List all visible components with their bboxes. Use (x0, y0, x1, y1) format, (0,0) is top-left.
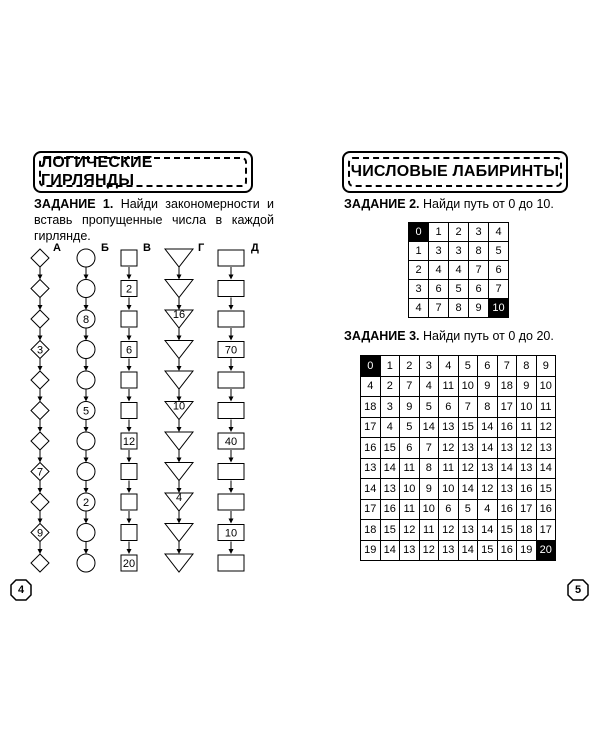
garland-arrow (127, 549, 132, 554)
maze-cell: 13 (497, 438, 517, 459)
maze-cell: 9 (400, 397, 420, 418)
garland-bead (218, 555, 244, 571)
garland-bead (165, 554, 193, 572)
garland-bead (77, 524, 95, 542)
garland-letter: Д (251, 242, 259, 254)
garland-bead-value: 2 (82, 497, 90, 509)
garland-bead (165, 341, 193, 359)
maze-cell: 12 (536, 417, 556, 438)
maze-cell: 13 (517, 458, 537, 479)
maze-cell: 15 (380, 520, 400, 541)
garland-bead (165, 463, 193, 481)
maze-cell: 13 (458, 520, 478, 541)
maze-cell: 12 (439, 520, 459, 541)
maze-cell: 9 (419, 479, 439, 500)
maze-cell: 7 (458, 397, 478, 418)
garland-arrow (127, 336, 132, 341)
garland-bead-value: 16 (172, 309, 186, 321)
maze-cell: 17 (361, 499, 381, 520)
maze-cell: 10 (439, 479, 459, 500)
garland-arrow (38, 305, 43, 310)
maze-cell: 14 (478, 438, 498, 459)
task-1-label: ЗАДАНИЕ 1. (34, 197, 114, 211)
maze-cell: 19 (361, 540, 381, 561)
garland-bead-value: 8 (82, 314, 90, 326)
garland-bead-value: 10 (172, 400, 186, 413)
maze-cell: 7 (419, 438, 439, 459)
maze-cell: 9 (478, 376, 498, 397)
maze-cell: 10 (400, 479, 420, 500)
garland-bead (218, 464, 244, 480)
maze-cell: 13 (458, 438, 478, 459)
maze-cell: 14 (478, 520, 498, 541)
garland-letter: А (53, 242, 61, 254)
garland-arrow (127, 427, 132, 432)
maze-cell: 11 (439, 458, 459, 479)
maze-cell: 15 (497, 520, 517, 541)
maze-cell: 3 (409, 280, 429, 299)
garland-arrow (127, 488, 132, 493)
maze-cell: 4 (361, 376, 381, 397)
maze-cell: 16 (380, 499, 400, 520)
maze-cell: 14 (380, 458, 400, 479)
maze-cell: 18 (517, 520, 537, 541)
maze-cell: 12 (400, 520, 420, 541)
garland-arrow (38, 458, 43, 463)
garland-bead (121, 464, 137, 480)
maze-cell: 14 (458, 540, 478, 561)
maze-cell: 7 (429, 299, 449, 318)
garland-arrow (127, 275, 132, 280)
maze-row (361, 479, 556, 500)
task-2-text: Найди путь от 0 до 10. (423, 197, 554, 211)
maze-row (409, 261, 509, 280)
maze-cell: 4 (439, 356, 459, 377)
garland-arrow (84, 305, 89, 310)
maze-cell: 14 (380, 540, 400, 561)
garland-arrow (177, 458, 182, 463)
page-number-left (10, 579, 32, 601)
maze-cell: 10 (517, 397, 537, 418)
maze-cell: 5 (489, 242, 509, 261)
garland-arrow (229, 336, 234, 341)
garland-bead (218, 494, 244, 510)
maze-cell: 7 (489, 280, 509, 299)
garland-bead (77, 341, 95, 359)
maze-cell: 3 (469, 223, 489, 242)
maze-cell: 17 (536, 520, 556, 541)
garland-arrow (38, 488, 43, 493)
maze-cell: 14 (361, 479, 381, 500)
garland-arrow (84, 427, 89, 432)
garland-bead (121, 525, 137, 541)
maze-cell: 12 (517, 438, 537, 459)
maze-row (361, 520, 556, 541)
garland-bead (218, 250, 244, 266)
garland-bead (218, 403, 244, 419)
garland-arrow (38, 549, 43, 554)
maze-cell: 1 (380, 356, 400, 377)
maze-cell: 15 (458, 417, 478, 438)
maze-cell: 17 (497, 397, 517, 418)
maze-cell: 2 (380, 376, 400, 397)
garland-arrow (229, 305, 234, 310)
left-page-title: ЛОГИЧЕСКИЕ ГИРЛЯНДЫ (39, 157, 247, 187)
garland-bead-value: 70 (224, 344, 238, 357)
maze-cell: 4 (429, 261, 449, 280)
garland-letter: Г (198, 242, 205, 254)
maze-cell: 9 (469, 299, 489, 318)
garland-letter: Б (101, 242, 109, 254)
task-3-text: Найди путь от 0 до 20. (423, 329, 554, 343)
task-2-instructions (344, 196, 584, 212)
maze-cell: 11 (517, 417, 537, 438)
maze-cell: 13 (439, 417, 459, 438)
garland-arrow (177, 519, 182, 524)
maze-row (409, 280, 509, 299)
garland-arrow (84, 519, 89, 524)
garland-bead (77, 280, 95, 298)
garland-arrow (84, 549, 89, 554)
garland-bead (77, 463, 95, 481)
garland-bead (31, 432, 49, 450)
maze-cell: 7 (497, 356, 517, 377)
maze-row (361, 417, 556, 438)
task-2-label: ЗАДАНИЕ 2. (344, 197, 420, 211)
garland-arrow (229, 427, 234, 432)
maze-cell: 13 (380, 479, 400, 500)
garland-arrow (84, 366, 89, 371)
garland-bead (165, 371, 193, 389)
garland-letter: В (143, 242, 151, 254)
maze-cell: 6 (429, 280, 449, 299)
maze-cell: 16 (497, 499, 517, 520)
garland-bead-value: 3 (36, 344, 44, 357)
garland-bead-value: 12 (122, 436, 136, 448)
maze-row (361, 376, 556, 397)
maze-cell: 4 (409, 299, 429, 318)
garland-arrow (127, 366, 132, 371)
maze-cell: 16 (517, 479, 537, 500)
maze-cell: 11 (419, 520, 439, 541)
garland-bead (77, 554, 95, 572)
maze-cell: 11 (400, 458, 420, 479)
number-maze-large (360, 355, 556, 561)
garland-bead (165, 432, 193, 450)
garland-arrow (229, 549, 234, 554)
garland-arrow (229, 366, 234, 371)
task-3-instructions (344, 328, 584, 344)
maze-cell: 6 (478, 356, 498, 377)
garland-arrow (229, 488, 234, 493)
maze-cell: 18 (361, 520, 381, 541)
garland-bead (31, 371, 49, 389)
maze-cell: 0 (409, 223, 429, 242)
garland-arrow (84, 458, 89, 463)
maze-cell: 10 (419, 499, 439, 520)
maze-cell: 10 (489, 299, 509, 318)
maze-cell: 12 (419, 540, 439, 561)
garland-bead (121, 372, 137, 388)
maze-cell: 13 (361, 458, 381, 479)
maze-cell: 12 (478, 479, 498, 500)
maze-cell: 5 (419, 397, 439, 418)
garland-arrow (177, 275, 182, 280)
garland-bead (121, 311, 137, 327)
garland-bead-value: 9 (36, 527, 44, 540)
maze-cell: 16 (536, 499, 556, 520)
garland-bead (31, 310, 49, 328)
garland-arrow (177, 336, 182, 341)
garland-arrow (127, 458, 132, 463)
garland-arrow (84, 488, 89, 493)
maze-cell: 7 (469, 261, 489, 280)
maze-cell: 19 (517, 540, 537, 561)
maze-cell: 20 (536, 540, 556, 561)
maze-row (361, 356, 556, 377)
maze-cell: 4 (449, 261, 469, 280)
garland-bead (31, 554, 49, 572)
garland-bead-value: 5 (82, 405, 90, 418)
maze-cell: 6 (400, 438, 420, 459)
maze-cell: 18 (361, 397, 381, 418)
maze-cell: 1 (429, 223, 449, 242)
maze-cell: 17 (517, 499, 537, 520)
maze-cell: 13 (497, 479, 517, 500)
maze-cell: 10 (536, 376, 556, 397)
maze-cell: 12 (458, 458, 478, 479)
garland-arrow (84, 275, 89, 280)
garland-bead-value: 4 (175, 492, 183, 504)
garland-arrow (127, 305, 132, 310)
maze-cell: 8 (517, 356, 537, 377)
garland-arrow (38, 366, 43, 371)
maze-cell: 0 (361, 356, 381, 377)
task-1-text: Найди закономерности и вставь пропущенные числа в каждой гирлянде. (34, 197, 274, 243)
garland-bead (218, 372, 244, 388)
garland-bead (77, 249, 95, 267)
maze-cell: 13 (536, 438, 556, 459)
maze-cell: 14 (497, 458, 517, 479)
garland-arrow (177, 427, 182, 432)
garland-arrow (38, 336, 43, 341)
garland-bead (218, 281, 244, 297)
garland-bead-value: 20 (122, 558, 136, 570)
maze-cell: 11 (439, 376, 459, 397)
maze-row (361, 438, 556, 459)
maze-row (409, 242, 509, 261)
maze-cell: 5 (458, 356, 478, 377)
maze-cell: 7 (400, 376, 420, 397)
maze-cell: 15 (536, 479, 556, 500)
garland-arrow (229, 397, 234, 402)
maze-cell: 9 (517, 376, 537, 397)
maze-cell: 11 (400, 499, 420, 520)
garland-arrow (38, 275, 43, 280)
maze-cell: 13 (478, 458, 498, 479)
maze-cell: 3 (449, 242, 469, 261)
maze-cell: 14 (419, 417, 439, 438)
garland-bead (31, 280, 49, 298)
garland-bead (218, 311, 244, 327)
garland-bead-value: 10 (224, 527, 238, 540)
garland-arrow (38, 397, 43, 402)
maze-cell: 9 (536, 356, 556, 377)
maze-cell: 2 (449, 223, 469, 242)
maze-cell: 6 (489, 261, 509, 280)
maze-cell: 4 (489, 223, 509, 242)
garland-arrow (177, 549, 182, 554)
garland-bead-value: 7 (36, 466, 44, 479)
number-maze-small (408, 222, 509, 318)
garland-bead-value: 6 (125, 344, 133, 357)
page-number-left-text: 4 (17, 584, 25, 596)
maze-cell: 5 (458, 499, 478, 520)
maze-row (361, 499, 556, 520)
maze-row (409, 299, 509, 318)
garland-bead (165, 524, 193, 542)
maze-cell: 3 (429, 242, 449, 261)
maze-row (361, 540, 556, 561)
garland-arrow (229, 275, 234, 280)
garland-arrow (84, 336, 89, 341)
maze-cell: 11 (536, 397, 556, 418)
maze-cell: 14 (536, 458, 556, 479)
garland-arrow (229, 519, 234, 524)
maze-cell: 3 (380, 397, 400, 418)
garland-arrow (177, 366, 182, 371)
maze-cell: 5 (400, 417, 420, 438)
maze-cell: 8 (469, 242, 489, 261)
garland-bead (77, 432, 95, 450)
garland-bead (31, 402, 49, 420)
maze-cell: 12 (439, 438, 459, 459)
garland-arrow (127, 397, 132, 402)
garland-arrow (38, 427, 43, 432)
right-page-title: ЧИСЛОВЫЕ ЛАБИРИНТЫ (348, 157, 562, 187)
garland-bead-value: 2 (125, 283, 133, 296)
maze-row (361, 458, 556, 479)
page-number-right-text: 5 (574, 584, 582, 596)
garland-bead-value: 40 (224, 436, 238, 448)
maze-cell: 16 (361, 438, 381, 459)
maze-cell: 15 (478, 540, 498, 561)
garland-bead (165, 280, 193, 298)
page-number-right (567, 579, 589, 601)
maze-cell: 13 (439, 540, 459, 561)
maze-cell: 15 (380, 438, 400, 459)
garland-bead (77, 371, 95, 389)
garland-bead (121, 494, 137, 510)
maze-cell: 6 (469, 280, 489, 299)
garland-arrow (84, 397, 89, 402)
maze-cell: 4 (478, 499, 498, 520)
garland-bead (121, 250, 137, 266)
maze-cell: 8 (449, 299, 469, 318)
maze-cell: 16 (497, 417, 517, 438)
maze-cell: 8 (419, 458, 439, 479)
maze-row (409, 223, 509, 242)
maze-cell: 2 (400, 356, 420, 377)
maze-cell: 16 (497, 540, 517, 561)
garland-bead (121, 403, 137, 419)
maze-cell: 1 (409, 242, 429, 261)
maze-cell: 5 (449, 280, 469, 299)
maze-cell: 8 (478, 397, 498, 418)
maze-row (361, 397, 556, 418)
garland-bead (165, 249, 193, 267)
garland-arrow (229, 458, 234, 463)
task-3-label: ЗАДАНИЕ 3. (344, 329, 420, 343)
maze-cell: 13 (400, 540, 420, 561)
garland-arrow (127, 519, 132, 524)
garland-arrow (38, 519, 43, 524)
maze-cell: 10 (458, 376, 478, 397)
maze-cell: 17 (361, 417, 381, 438)
maze-cell: 2 (409, 261, 429, 280)
maze-cell: 4 (419, 376, 439, 397)
maze-cell: 6 (439, 499, 459, 520)
maze-cell: 18 (497, 376, 517, 397)
maze-cell: 14 (478, 417, 498, 438)
maze-cell: 4 (380, 417, 400, 438)
maze-cell: 14 (458, 479, 478, 500)
garland-bead (31, 493, 49, 511)
maze-cell: 3 (419, 356, 439, 377)
maze-cell: 6 (439, 397, 459, 418)
garland-bead (31, 249, 49, 267)
